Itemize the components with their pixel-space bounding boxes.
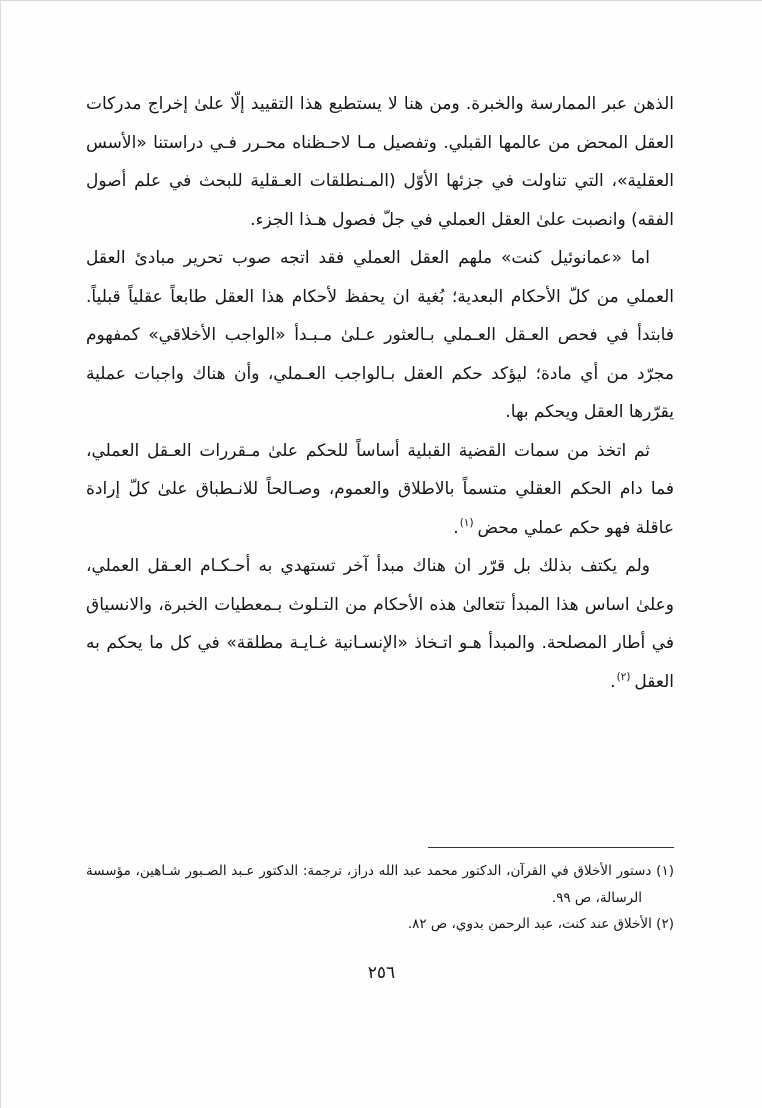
footnotes-section <box>86 847 674 938</box>
footnote-2: (٢) الأخلاق عند كنت، عبد الرحمن بدوي، ص ٨٢. <box>407 916 674 932</box>
paragraph-3-period: . <box>453 517 459 538</box>
page-number: ٢٥٦ <box>367 963 396 983</box>
paragraph-3-text: ثم اتخذ من سمات القضية القبلية أساساً للحكم علىٰ مـقررات العـقل العملي، فما دام الحكم العقلي متسماً بالاطلاق والعموم، وصـالحاً للانـطباق علىٰ كلّ إرادة عاقلة فهو حكم عملي محض <box>86 440 674 538</box>
footnote-ref-2: (٢) <box>616 670 631 683</box>
paragraph-4-period: . <box>610 671 616 692</box>
paragraph-4 <box>86 547 674 701</box>
footnote-separator-line <box>428 847 674 848</box>
paragraph-3 <box>86 432 674 548</box>
main-text <box>86 85 674 701</box>
paragraph-2: اما «عمانوئيل كنت» ملهم العقل العملي فقد اتجه صوب تحرير مبادئ العقل العملي من كلّ الأحكام البعدية؛ بُغية ان يحفظ لأحكام هذا العقل طابعاً عقلياً قبلياً. فابتدأ في فحص العـقل العـملي بـالعثور عـلىٰ مـبـدأ «الواجب الأخلاقي» كمفهوم مجرّد من أي مادة؛ ليؤكد حكم العقل بـالواجب العـملي، وأن هناك واجبات عملية يقرّرها العقل ويحكم بها. <box>86 248 674 422</box>
footnote-1: (١) دستور الأخلاق في القرآن، الدكتور محمد عبد الله دراز، ترجمة: الدكتور عـبد الصـبور شـاهين، مؤسسة الرسالة، ص ٩٩. <box>86 863 674 906</box>
paragraph-1: الذهن عبر الممارسة والخبرة. ومن هنا لا يستطيع هذا التقييد إلّا علىٰ إخراج مدركات العقل المحض من عالمها القبلي. وتفصيل مـا لاحـظناه محـرر فـي دراستنا «الأسس العقلية»، التي تناولت في جزئها الأوّل (المـنطلقات العـقلية للبحث في علم أصول الفقه) وانصبت علىٰ العقل العملي في جلّ فصول هـذا الجزء. <box>86 94 674 230</box>
paragraph-4-text: ولم يكتف بذلك بل قرّر ان هناك مبدأ آخر تستهدي به أحـكـام العـقل العملي، وعلىٰ اساس هذا المبدأ تتعالىٰ هذه الأحكام من التـلوث بـمعطيات الخبرة، والانسياق في أطار المصلحة. والمبدأ هـو اتـخاذ «الإنسـانية غـايـة مطلقة» في كل ما يحكم به العقل <box>86 556 674 692</box>
footnote-ref-1: (١) <box>459 516 474 529</box>
